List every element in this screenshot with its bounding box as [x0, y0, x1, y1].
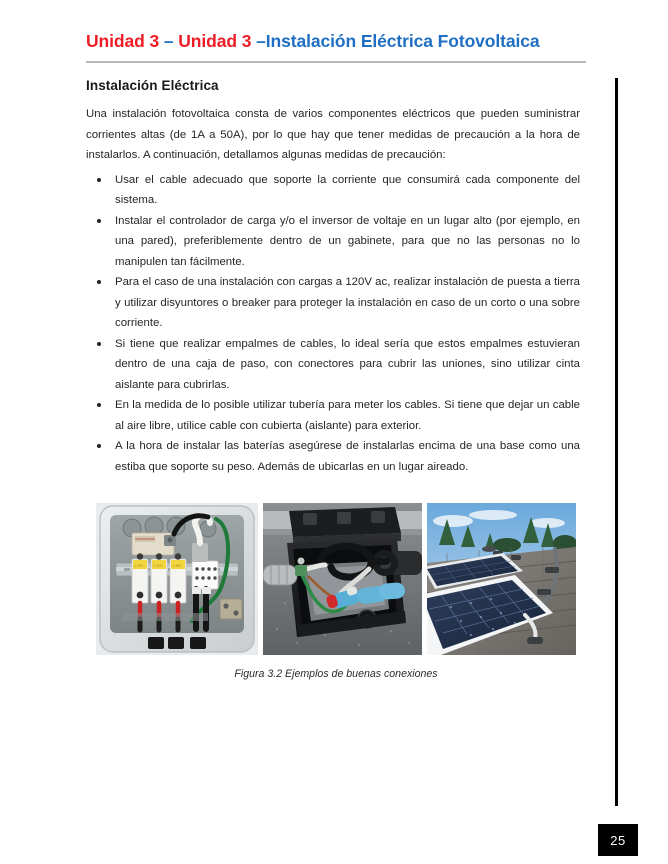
list-item	[86, 211, 580, 273]
precautions-bullet-list	[86, 170, 580, 478]
list-item-text: Instalar el controlador de carga y/o el inversor de voltaje en un lugar alto (por ejemplo, en una pared), preferiblemente dentro de un gabinete, para que no las personas no lo manipulen tan fácilmente.	[115, 214, 580, 268]
list-item-text: Usar el cable adecuado que soporte la corriente que consumirá cada componente del sistema.	[115, 173, 580, 206]
list-item	[86, 395, 580, 436]
list-item	[86, 170, 580, 211]
figure-caption: Figura 3.2 Ejemplos de buenas conexiones	[234, 668, 438, 680]
photo-junction-box-connectors	[263, 503, 422, 655]
header-horizontal-rule	[86, 61, 586, 63]
list-item	[86, 334, 580, 396]
header-title-unit-2: Unidad 3	[178, 31, 257, 51]
list-item	[86, 436, 580, 477]
bullet-dot-icon	[97, 219, 101, 223]
svg-text:C 16A: C 16A	[153, 563, 162, 568]
header-title-subject: –Instalación Eléctrica Fotovoltaica	[256, 31, 540, 51]
header-title-unit-1: Unidad 3	[86, 31, 164, 51]
svg-text:C 16A: C 16A	[172, 563, 181, 568]
document-header	[86, 30, 586, 52]
list-item	[86, 272, 580, 334]
photo-electrical-panel-breakers	[96, 503, 258, 655]
page-number-badge: 25	[598, 824, 638, 856]
bullet-dot-icon	[97, 178, 101, 182]
figure-block	[96, 503, 576, 680]
header-title	[86, 30, 586, 52]
page-right-vertical-rule	[615, 78, 618, 806]
header-title-dash: –	[163, 31, 179, 51]
bullet-dot-icon	[97, 342, 101, 346]
intro-paragraph: Una instalación fotovoltaica consta de varios componentes eléctricos que pueden suministrar corrientes altas (de 1A a 50A), por lo que hay que tener medidas de precaución a la hora de instalarlos. A continuación, detallamos algunas medidas de precaución:	[86, 108, 580, 161]
bullet-dot-icon	[97, 444, 101, 448]
section-title: Instalación Eléctrica	[86, 78, 219, 93]
list-item-text: En la medida de lo posible utilizar tubería para meter los cables. Si tiene que dejar un cable al aire libre, utilice cable con cubierta (aislante) para exterior.	[115, 399, 580, 432]
document-body	[86, 78, 580, 477]
svg-text:C 16A: C 16A	[134, 563, 143, 568]
list-item-text: Para el caso de una instalación con cargas a 120V ac, realizar instalación de puesta a tierra y utilizar disyuntores o breaker para proteger la instalación en caso de un corto o una sobre corriente.	[115, 276, 580, 329]
list-item-text: Si tiene que realizar empalmes de cables, lo ideal sería que estos empalmes estuvieran dentro de una caja de paso, con conectores para cubrir las uniones, sino utilizar cinta aislante para cubrirlas.	[115, 337, 580, 391]
bullet-dot-icon	[97, 280, 101, 284]
figure-image-row	[96, 503, 576, 655]
list-item-text: A la hora de instalar las baterías asegúrese de instalarlas encima de una base como una estiba que soporte su peso. Además de ubicarlas en un lugar aireado.	[115, 440, 580, 473]
photo-solar-panels-roof	[427, 503, 576, 655]
bullet-dot-icon	[97, 403, 101, 407]
